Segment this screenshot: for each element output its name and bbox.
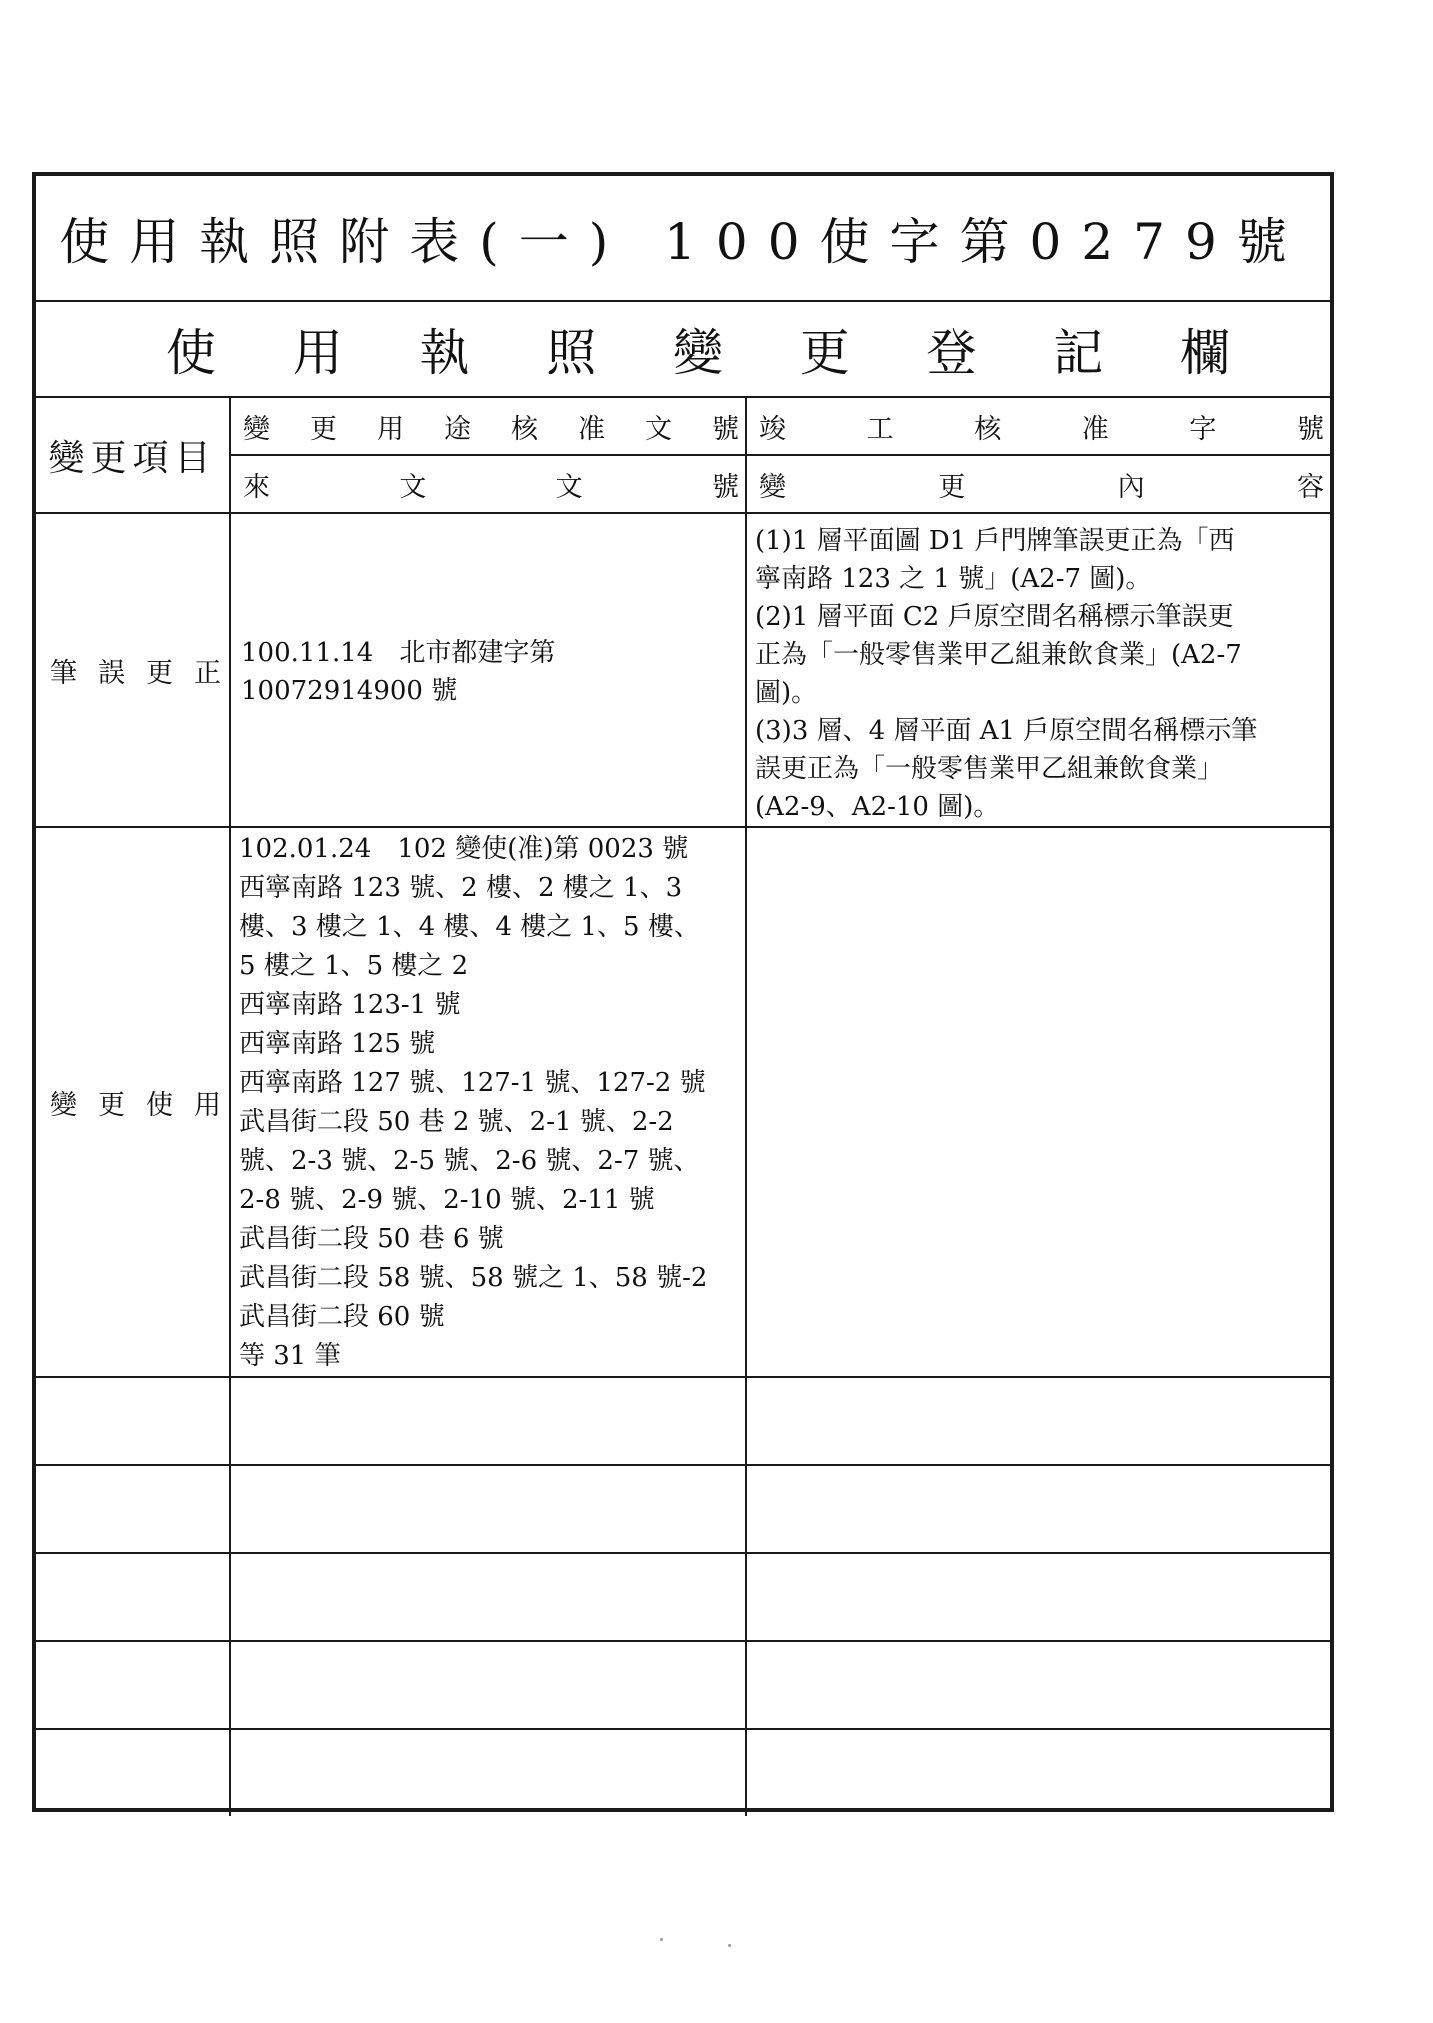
subtitle-char: 變	[673, 324, 723, 382]
header-char: 文	[555, 471, 583, 503]
license-appendix-table	[32, 172, 1334, 1812]
header-char: 字	[1189, 413, 1217, 445]
doc-line: 西寧南路 127 號、127-1 號、127-2 號	[239, 1068, 706, 1098]
header-char: 變	[759, 471, 786, 503]
subtitle-char: 用	[292, 324, 343, 382]
section-subtitle	[36, 302, 1330, 398]
header-char: 核	[511, 413, 538, 445]
scan-speck	[660, 1938, 663, 1941]
doc-line: 武昌街二段 50 巷 2 號、2-1 號、2-2	[239, 1107, 674, 1137]
empty-row-item	[36, 1466, 231, 1554]
content-line: 誤更正為「一般零售業甲乙組兼飲食業」	[755, 754, 1224, 784]
header-char: 內	[1117, 471, 1145, 503]
header-change-content	[747, 456, 1330, 514]
doc-line: 西寧南路 123 號、2 樓、2 樓之 1、3	[239, 873, 683, 903]
doc-line: 10072914900 號	[241, 676, 458, 706]
document-title	[36, 176, 1330, 302]
subtitle-char: 更	[799, 324, 850, 382]
subtitle-char: 使	[166, 324, 216, 382]
header-char: 工	[866, 413, 894, 445]
item-char: 更	[98, 1089, 125, 1121]
header-char: 號	[711, 471, 739, 503]
header-char: 更	[310, 413, 337, 445]
subtitle-char: 登	[926, 324, 977, 382]
empty-row-content	[747, 1466, 1330, 1554]
empty-row-document	[231, 1466, 747, 1554]
row-correction-document-no	[231, 514, 747, 828]
header-char: 文	[399, 471, 427, 503]
subtitle-char: 執	[419, 324, 470, 382]
row-correction-content	[747, 514, 1330, 828]
empty-row-item	[36, 1642, 231, 1730]
item-char: 用	[194, 1089, 221, 1121]
doc-line: 武昌街二段 60 號	[239, 1302, 445, 1332]
empty-row-content	[747, 1378, 1330, 1466]
content-line: (2)1 層平面 C2 戶原空間名稱標示筆誤更	[755, 602, 1234, 632]
empty-row-document	[231, 1730, 747, 1816]
empty-row-content	[747, 1642, 1330, 1730]
content-line: 寧南路 123 之 1 號」(A2-7 圖)。	[755, 564, 1152, 594]
empty-row-content	[747, 1730, 1330, 1816]
doc-line: 西寧南路 123-1 號	[239, 990, 461, 1020]
item-char: 筆	[50, 657, 77, 689]
header-char: 號	[712, 413, 739, 445]
doc-line: 102.01.24 102 變使(准)第 0023 號	[239, 834, 689, 864]
content-line: 正為「一般零售業甲乙組兼飲食業」(A2-7	[755, 640, 1242, 670]
doc-line: 武昌街二段 58 號、58 號之 1、58 號-2	[239, 1263, 708, 1293]
subtitle-char: 照	[546, 324, 597, 382]
header-char: 來	[243, 471, 270, 503]
content-line: (3)3 層、4 層平面 A1 戶原空間名稱標示筆	[755, 716, 1258, 746]
header-approval-no	[231, 398, 747, 456]
header-char: 號	[1296, 413, 1324, 445]
header-char: 途	[444, 413, 471, 445]
subtitle-char: 欄	[1180, 324, 1230, 382]
row-change-of-use-document	[231, 828, 747, 1378]
item-char: 誤	[98, 657, 125, 689]
header-char: 容	[1296, 471, 1324, 503]
doc-line: 100.11.14 北市都建字第	[241, 638, 556, 668]
doc-line: 號、2-3 號、2-5 號、2-6 號、2-7 號、	[239, 1146, 700, 1176]
content-line: (1)1 層平面圖 D1 戶門牌筆誤更正為「西	[755, 526, 1235, 556]
header-char: 竣	[759, 413, 786, 445]
content-line: 圖)。	[755, 678, 818, 708]
header-char: 核	[974, 413, 1002, 445]
header-change-item: 變更項目	[36, 398, 231, 514]
header-char: 准	[578, 413, 605, 445]
row-item-correction	[36, 514, 231, 828]
empty-row-item	[36, 1730, 231, 1816]
empty-row-item	[36, 1378, 231, 1466]
doc-line: 2-8 號、2-9 號、2-10 號、2-11 號	[239, 1185, 655, 1215]
doc-line: 武昌街二段 50 巷 6 號	[239, 1224, 504, 1254]
header-char: 變	[243, 413, 270, 445]
empty-row-document	[231, 1642, 747, 1730]
header-incoming-doc-no	[231, 456, 747, 514]
row-item-change-of-use	[36, 828, 231, 1378]
doc-line: 5 樓之 1、5 樓之 2	[239, 951, 469, 981]
scan-speck	[728, 1944, 731, 1947]
empty-row-document	[231, 1378, 747, 1466]
header-char: 更	[938, 471, 966, 503]
doc-line: 等 31 筆	[239, 1341, 341, 1371]
empty-row-content	[747, 1554, 1330, 1642]
doc-line: 樓、3 樓之 1、4 樓、4 樓之 1、5 樓、	[239, 912, 700, 942]
empty-row-document	[231, 1554, 747, 1642]
item-char: 正	[194, 657, 221, 689]
doc-line: 西寧南路 125 號	[239, 1029, 436, 1059]
content-line: (A2-9、A2-10 圖)。	[755, 792, 1000, 822]
subtitle-char: 記	[1053, 324, 1104, 382]
header-char: 文	[645, 413, 672, 445]
document-title-text: 使用執照附表(一) 100使字第0279號	[59, 213, 1307, 271]
header-completion-no	[747, 398, 1330, 456]
header-char: 用	[377, 413, 404, 445]
row-change-of-use-content	[747, 828, 1330, 1378]
header-char: 准	[1081, 413, 1109, 445]
item-char: 更	[146, 657, 173, 689]
item-char: 使	[146, 1089, 173, 1121]
empty-row-item	[36, 1554, 231, 1642]
item-char: 變	[50, 1089, 77, 1121]
